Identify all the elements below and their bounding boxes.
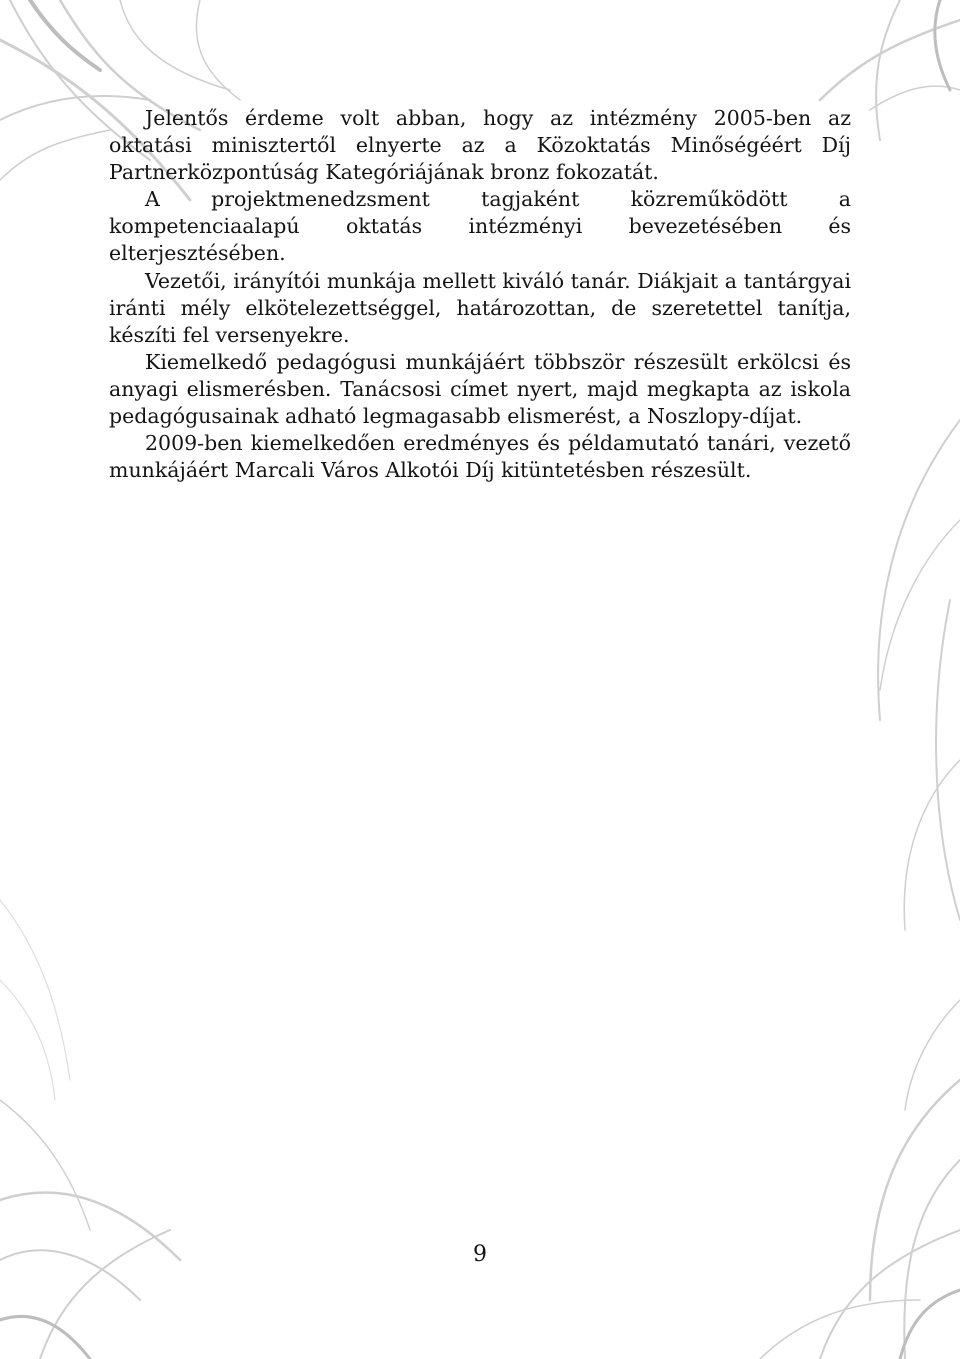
paragraph-recognition: Kiemelkedő pedagógusi munkájáért többször részesült erkölcsi és anyagi elismerésben. Tanácsosi címet nyert, majd megkapta az iskola pedagógusainak adható legmagasabb elismerést, a Noszlopy-díjat. [109, 349, 851, 429]
body-text [109, 105, 851, 484]
paragraph-teaching: Vezetői, irányítói munkája mellett kiváló tanár. Diákjait a tantárgyai iránti mély elkötelezettséggel, határozottan, de szeretettel tanítja, készíti fel versenyekre. [109, 268, 851, 347]
page-number: 9 [473, 1242, 487, 1267]
paragraph-award-2005: Jelentős érdeme volt abban, hogy az intézmény 2005-ben az oktatási minisztertől elnyerte az a Közoktatás Minőségéért Díj Partnerközpontúság Kategóriájának bronz fokozatát. [109, 106, 851, 185]
paragraph-project-management: A projektmenedzsment tagjaként közreműködött a kompetenciaalapú oktatás intézményi bevezetésében és elterjesztésében. [109, 187, 851, 266]
paragraph-award-2009: 2009-ben kiemelkedően eredményes és példamutató tanári, vezető munkájáért Marcali Város Alkotói Díj kitüntetésben részesült. [109, 431, 851, 483]
